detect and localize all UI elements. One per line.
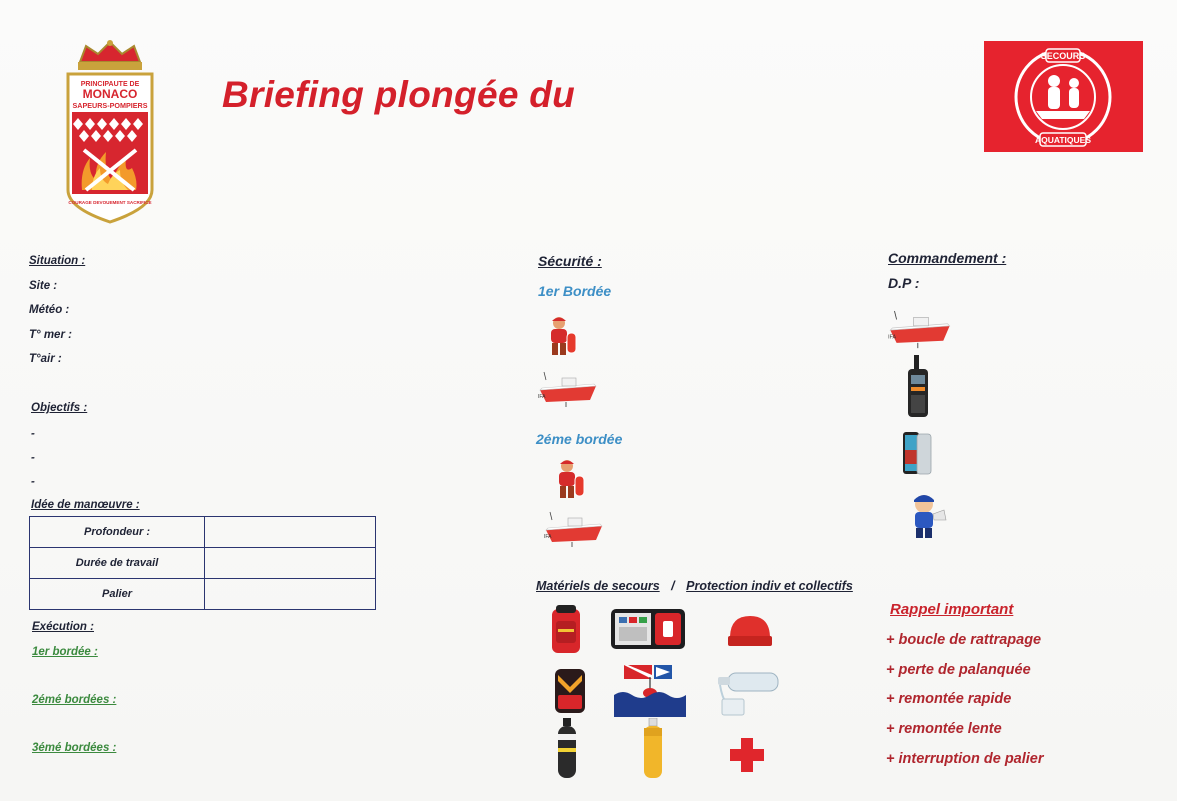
dp-label: D.P :: [888, 275, 920, 291]
crest-motto: COURAGE DEVOUEMENT SACRIFICE: [68, 200, 152, 205]
site-label: Site :: [29, 280, 58, 292]
scuba-tank-icon: [555, 718, 579, 780]
svg-text:IFA: IFA: [538, 394, 546, 400]
dive-flag-buoy-icon: [614, 663, 686, 717]
rappel-item: + perte de palanquée: [886, 662, 1031, 678]
execution-bordee-1: 1er bordée :: [32, 646, 98, 658]
rappel-heading: Rappel important: [890, 601, 1014, 618]
meteo-label: Météo :: [29, 304, 70, 316]
objectif-item: -: [31, 452, 35, 464]
lifeguard-icon: [547, 458, 589, 500]
profondeur-label: Profondeur :: [30, 517, 205, 548]
first-aid-kit-icon: [609, 607, 687, 651]
vhf-radio-icon: [906, 355, 930, 419]
objectif-item: -: [31, 428, 35, 440]
beanie-icon: [726, 614, 774, 648]
securite-bordee-2: 2éme bordée: [536, 431, 623, 447]
manoeuvre-heading: Idée de manœuvre :: [31, 499, 140, 511]
crest-unit: SAPEURS-POMPIERS: [72, 101, 148, 110]
rescue-backpack-icon: [548, 603, 584, 655]
palier-value: [205, 579, 376, 610]
crest-name: MONACO: [82, 87, 138, 101]
securite-heading: Sécurité :: [538, 253, 602, 269]
logo-bottom-text: AQUATIQUES: [1034, 135, 1092, 145]
boat-icon: [542, 508, 608, 548]
materiels-heading-left: Matériels de secours: [536, 579, 660, 593]
secours-aquatiques-logo-icon: [984, 41, 1143, 152]
situation-heading: Situation :: [29, 255, 86, 267]
table-row: [30, 579, 376, 610]
oxygen-bottle-icon: [642, 718, 664, 780]
water-bottle-icon: [714, 663, 782, 717]
temp-air-label: T°air :: [29, 353, 62, 365]
materiels-heading: [536, 579, 853, 593]
duree-value: [205, 548, 376, 579]
smartphone-icon: [901, 430, 933, 476]
rappel-item: + boucle de rattrapage: [886, 632, 1042, 648]
crest-top-text: PRINCIPAUTE DE: [80, 81, 140, 88]
page-title: Briefing plongée du: [222, 74, 576, 115]
red-cross-icon: [728, 736, 766, 774]
lifeguard-icon: [539, 315, 581, 357]
svg-text:IFA: IFA: [888, 334, 897, 341]
boat-icon: [886, 306, 956, 350]
dive-director-icon: [900, 490, 950, 540]
materiels-heading-right: Protection indiv et collectifs: [686, 579, 853, 593]
execution-heading: Exécution :: [32, 621, 94, 633]
svg-text:IFA: IFA: [544, 534, 552, 540]
execution-bordee-3: 3émé bordées :: [32, 742, 117, 754]
profondeur-value: [205, 517, 376, 548]
rappel-item: + remontée lente: [886, 721, 1002, 737]
rappel-item: + interruption de palier: [886, 751, 1044, 767]
execution-bordee-2: 2émé bordées :: [32, 694, 117, 706]
table-row: [30, 517, 376, 548]
rappel-item: + remontée rapide: [886, 691, 1012, 707]
table-row: [30, 548, 376, 579]
boat-icon: [536, 368, 602, 408]
palier-label: Palier: [30, 579, 205, 610]
materiels-separator: /: [671, 579, 675, 593]
monaco-crest-icon: [62, 40, 158, 226]
duree-label: Durée de travail: [30, 548, 205, 579]
logo-top-text: SECOURS: [1040, 51, 1086, 61]
temp-mer-label: T° mer :: [29, 329, 72, 341]
rescue-bag-icon: [552, 665, 588, 715]
objectifs-heading: Objectifs :: [31, 402, 88, 414]
objectif-item: -: [31, 476, 35, 488]
manoeuvre-table: [29, 516, 376, 610]
securite-bordee-1: 1er Bordée: [538, 283, 612, 299]
commandement-heading: Commandement :: [888, 250, 1007, 266]
